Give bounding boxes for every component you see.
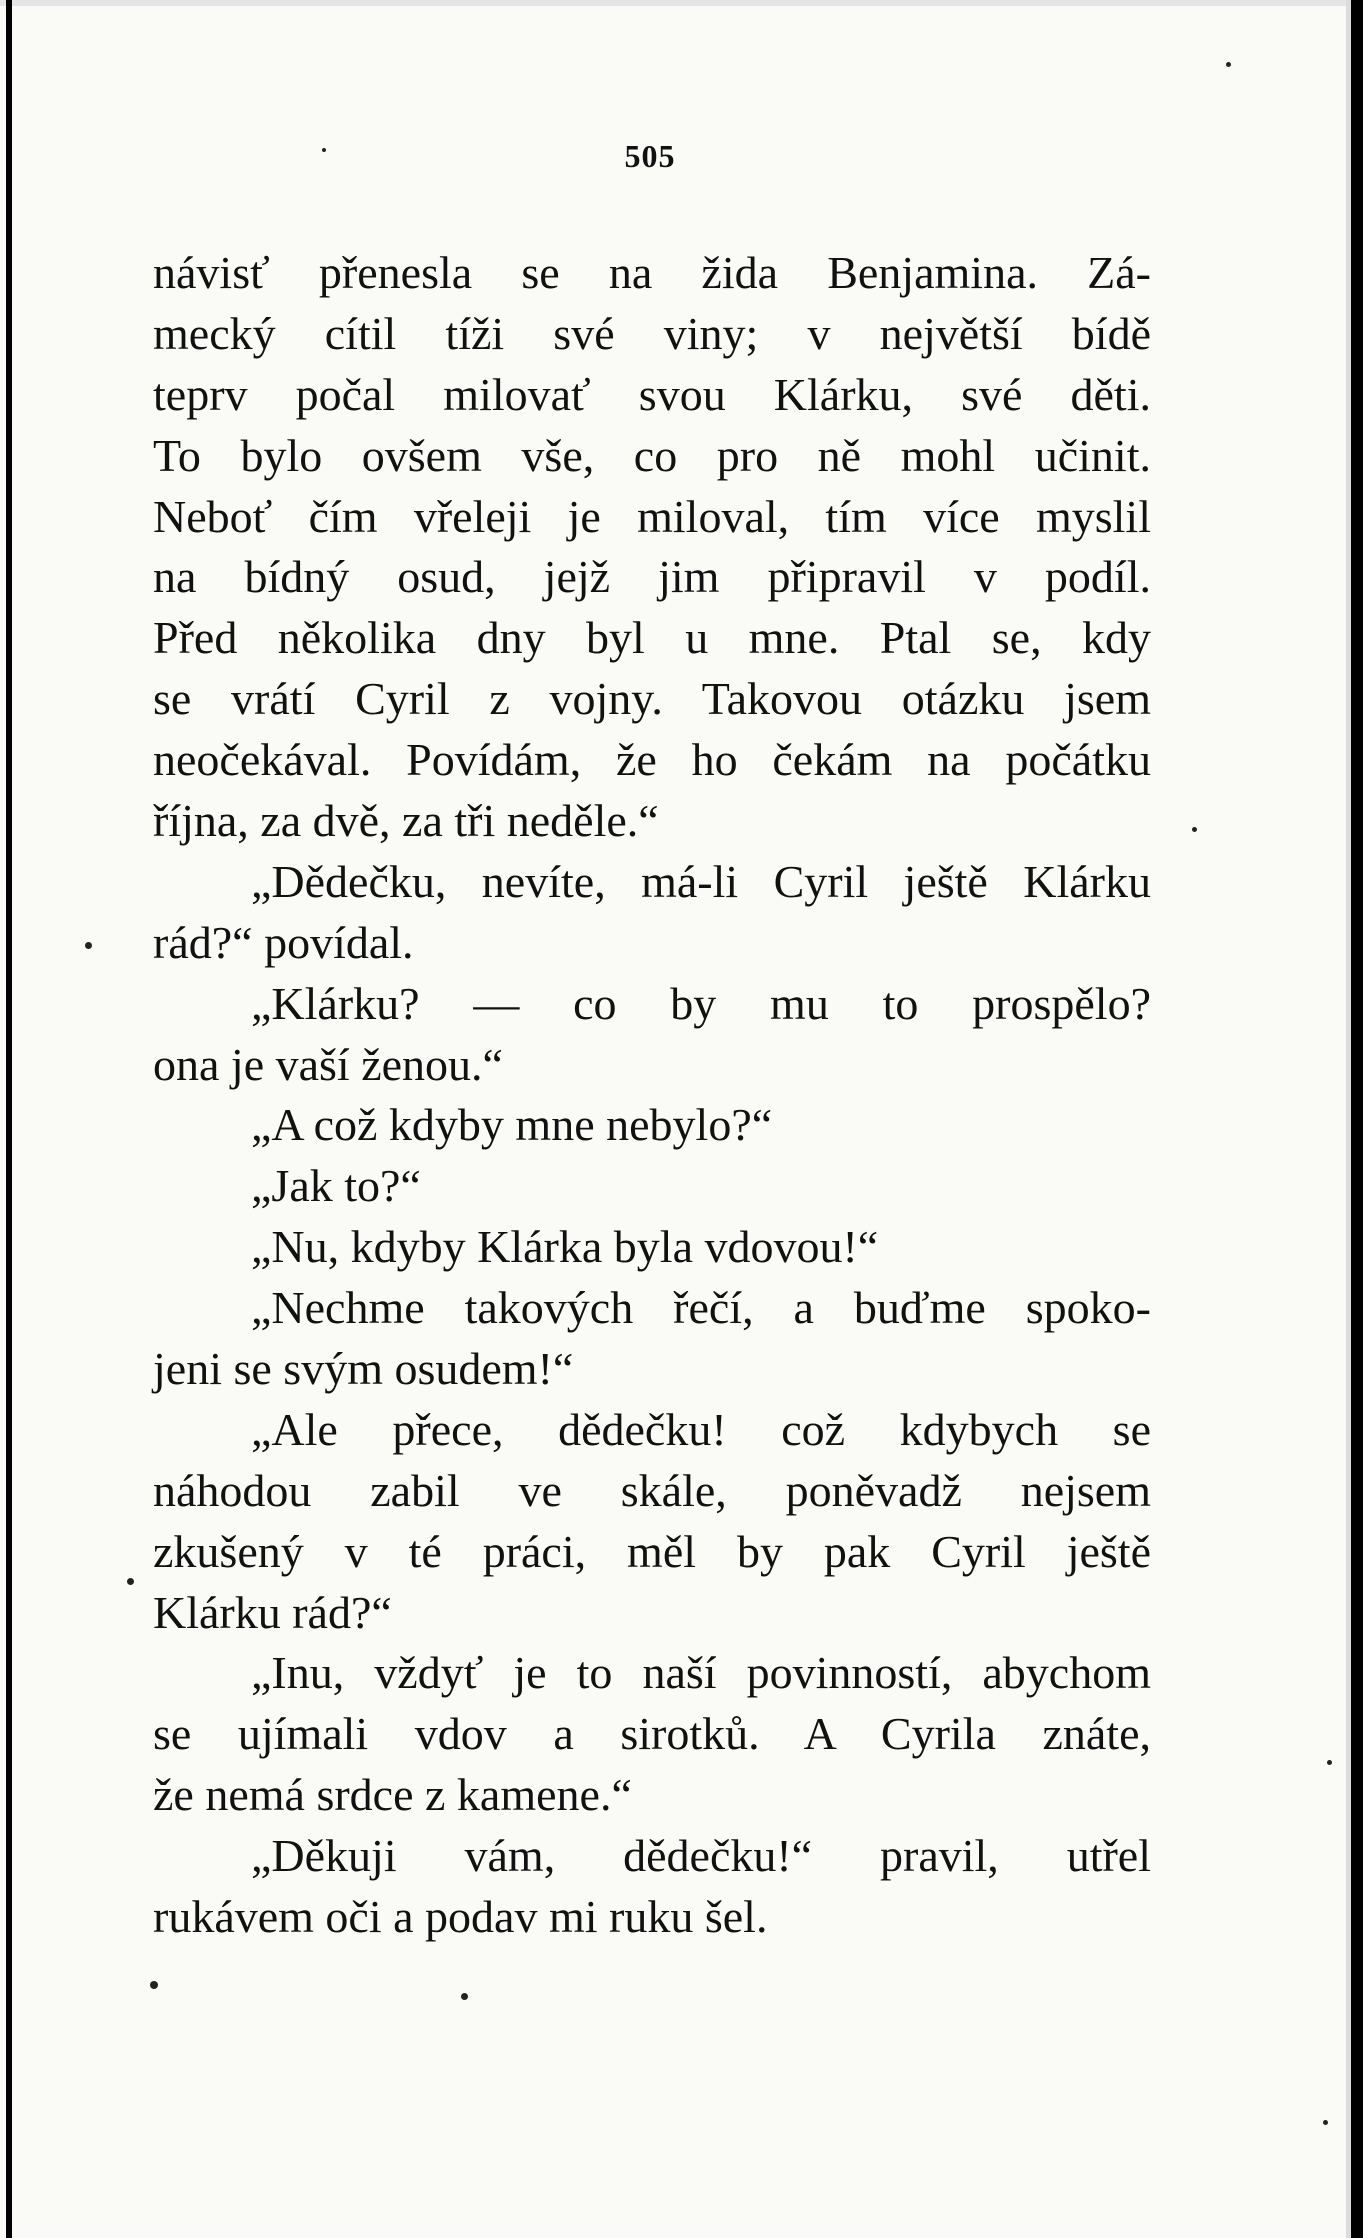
text-line: že nemá srdce z kamene.“: [153, 1769, 632, 1821]
text-line: „Klárku? — co by mu to prospělo?: [251, 977, 1151, 1029]
scan-speck: [150, 1981, 158, 1989]
text-line: rád?“ povídal.: [153, 916, 414, 968]
text-line: rukávem oči a podav mi ruku šel.: [153, 1891, 768, 1943]
scan-speck: [1323, 2120, 1328, 2125]
text-line: teprv počal milovať svou Klárku, své děti.: [153, 368, 1151, 420]
text-line: se vrátí Cyril z vojny. Takovou otázku jsem: [153, 673, 1151, 725]
text-line: Neboť čím vřeleji je miloval, tím více myslil: [153, 490, 1151, 542]
text-line: To bylo ovšem vše, co pro ně mohl učinit.: [153, 429, 1151, 481]
scan-speck: [461, 1993, 468, 2000]
scan-speck: [85, 942, 92, 949]
scan-speck: [1226, 62, 1231, 67]
text-line: se ujímali vdov a sirotků. A Cyrila znáte,: [153, 1708, 1151, 1760]
scan-speck: [127, 1578, 134, 1585]
text-line: Před několika dny byl u mne. Ptal se, kdy: [153, 612, 1151, 664]
text-line: návisť přenesla se na žida Benjamina. Zá-: [153, 247, 1151, 298]
text-line: zkušený v té práci, měl by pak Cyril ještě: [153, 1525, 1151, 1577]
text-line: Klárku rád?“: [153, 1586, 392, 1638]
text-line: jeni se svým osudem!“: [153, 1343, 574, 1395]
text-line: „Nechme takových řečí, a buďme spoko-: [251, 1282, 1151, 1334]
text-line: mecký cítil tíži své viny; v největší bídě: [153, 307, 1151, 359]
text-line: náhodou zabil ve skále, poněvadž nejsem: [153, 1464, 1151, 1516]
page-number: 505: [624, 138, 676, 174]
page-edge-left: [6, 0, 12, 2238]
text-line: „Inu, vždyť je to naší povinností, abychom: [251, 1647, 1151, 1699]
text-line: neočekával. Povídám, že ho čekám na počátku: [153, 734, 1151, 786]
page-edge-right: [1351, 0, 1363, 2238]
text-line: „Jak to?“: [251, 1160, 421, 1212]
text-line: „Děkuji vám, dědečku!“ pravil, utřel: [251, 1830, 1151, 1882]
text-line: října, za dvě, za tři neděle.“: [153, 795, 659, 847]
scan-speck: [1327, 1760, 1332, 1765]
text-line: „Nu, kdyby Klárka byla vdovou!“: [251, 1221, 879, 1273]
text-line: ona je vaší ženou.“: [153, 1038, 503, 1090]
text-line: „Dědečku, nevíte, má-li Cyril ještě Klárku: [251, 855, 1151, 907]
body-text: [153, 243, 1151, 1948]
text-line: na bídný osud, jejž jim připravil v podíl.: [153, 551, 1151, 603]
text-line: „A což kdyby mne nebylo?“: [251, 1099, 773, 1151]
page-edge-top: [0, 0, 1363, 6]
scan-speck: [1192, 827, 1197, 832]
text-line: „Ale přece, dědečku! což kdybych se: [251, 1403, 1151, 1455]
